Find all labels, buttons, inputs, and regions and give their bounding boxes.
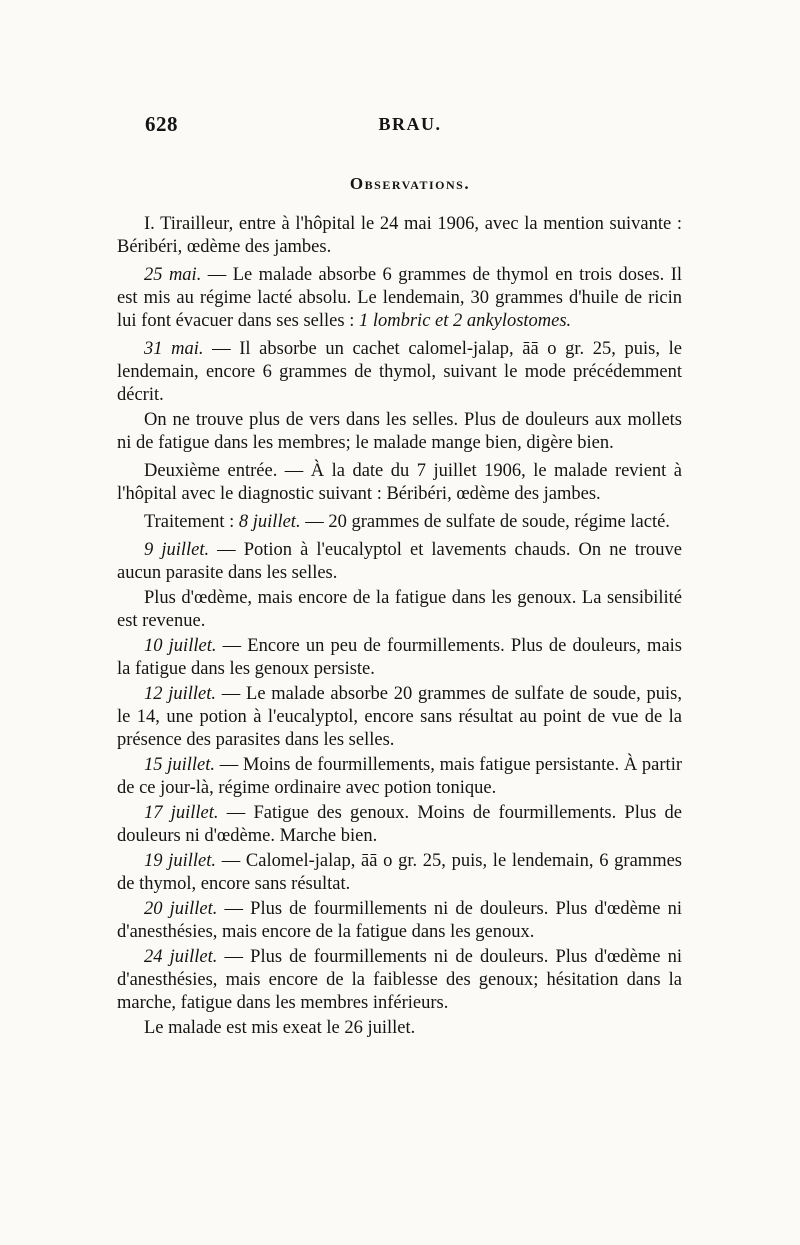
paragraph: Le malade est mis exeat le 26 juillet. [144, 1018, 416, 1038]
date-lead: 17 juillet. [144, 803, 219, 823]
paragraph: 31 mai. — Il absorbe un cachet calomel-jalap, āā o gr. 25, puis, le lendemain, encore 6 grammes de thymol, suivant le mode précédemment décrit. [117, 339, 682, 405]
paragraph: 17 juillet. — Fatigue des genoux. Moins de fourmillements. Plus de douleurs ni d'œdème. Marche bien. [117, 803, 682, 846]
finding-italic: 1 lombric et 2 ankylostomes. [358, 311, 572, 331]
date-lead: 10 juillet. [144, 636, 217, 656]
date-lead: 25 mai. [144, 265, 202, 285]
observations-text [117, 213, 682, 1042]
date-lead: 31 mai. [144, 339, 204, 359]
paragraph: 9 juillet. — Potion à l'eucalyptol et lavements chauds. On ne trouve aucun parasite dans les selles. [117, 540, 682, 583]
paragraph: 15 juillet. — Moins de fourmillements, mais fatigue persistante. À partir de ce jour-là, régime ordinaire avec potion tonique. [117, 755, 682, 798]
date-lead: 15 juillet. [144, 755, 216, 775]
section-title: Observations. [349, 174, 471, 193]
paragraph: On ne trouve plus de vers dans les selles. Plus de douleurs aux mollets ni de fatigue dans les membres; le malade mange bien, digère bien. [117, 410, 682, 453]
paragraph: 25 mai. — Le malade absorbe 6 grammes de thymol en trois doses. Il est mis au régime lacté absolu. Le lendemain, 30 grammes d'huile de ricin lui font évacuer dans ses selles : 1 lombric et 2 ankylostomes. [117, 265, 682, 331]
date-lead: 9 juillet. [144, 540, 210, 560]
date-lead: 8 juillet. [238, 512, 301, 532]
date-lead: 12 juillet. [144, 684, 217, 704]
running-head: BRAU. [378, 114, 442, 134]
page-header [145, 112, 675, 142]
paragraph: 19 juillet. — Calomel-jalap, āā o gr. 25, puis, le lendemain, 6 grammes de thymol, encore sans résultat. [117, 851, 682, 894]
paragraph: 20 juillet. — Plus de fourmillements ni de douleurs. Plus d'œdème ni d'anesthésies, mais encore de la fatigue dans les genoux. [117, 899, 682, 942]
date-lead: 24 juillet. [144, 947, 218, 967]
page-number: 628 [145, 112, 178, 136]
date-lead: 20 juillet. [144, 899, 218, 919]
paragraph: I. Tirailleur, entre à l'hôpital le 24 mai 1906, avec la mention suivante : Béribéri, œdème des jambes. [117, 214, 682, 257]
paragraph: 24 juillet. — Plus de fourmillements ni de douleurs. Plus d'œdème ni d'anesthésies, mais encore de la faiblesse des genoux; hésitation dans la marche, fatigue dans les membres inférieurs. [117, 947, 682, 1013]
paragraph: Traitement : 8 juillet. — 20 grammes de sulfate de soude, régime lacté. [144, 512, 670, 532]
paragraph: Plus d'œdème, mais encore de la fatigue dans les genoux. La sensibilité est revenue. [117, 588, 682, 631]
paragraph: 10 juillet. — Encore un peu de fourmillements. Plus de douleurs, mais la fatigue dans les genoux persiste. [117, 636, 682, 679]
paragraph: Deuxième entrée. — À la date du 7 juillet 1906, le malade revient à l'hôpital avec le diagnostic suivant : Béribéri, œdème des jambes. [117, 461, 682, 504]
paragraph: 12 juillet. — Le malade absorbe 20 grammes de sulfate de soude, puis, le 14, une potion à l'eucalyptol, encore sans résultat au point de vue de la présence des parasites dans les selles. [117, 684, 682, 750]
date-lead: 19 juillet. [144, 851, 216, 871]
